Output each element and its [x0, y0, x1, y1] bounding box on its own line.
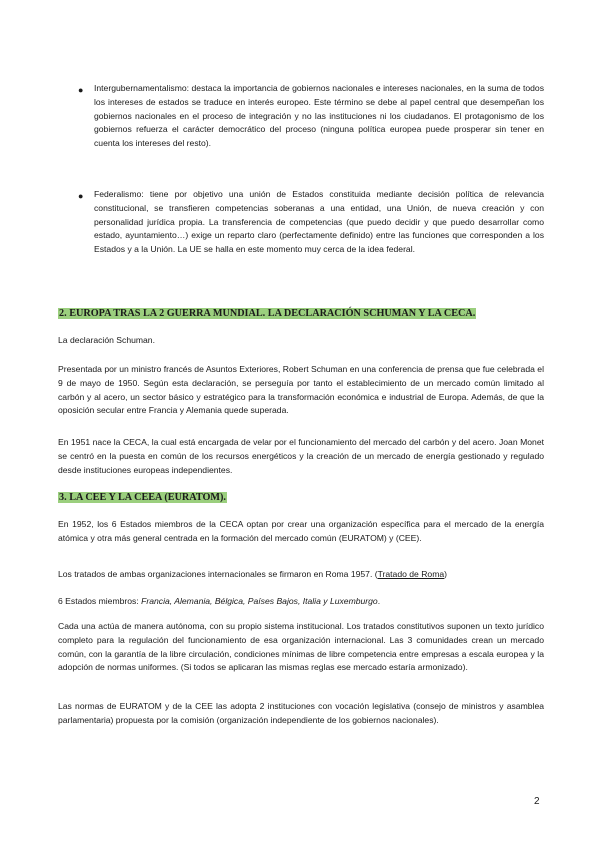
- section-3-heading: 3. LA CEE Y LA CEEA (EURATOM).: [59, 492, 226, 503]
- section-3-paragraph-1: En 1952, los 6 Estados miembros de la CECA optan por crear una organización específica para el mercado de la energía atómica y otra más general centrada en la formación del mercado común (EURATOM) y (CEE).: [58, 519, 544, 543]
- bullet-term: Federalismo:: [94, 189, 144, 199]
- section-3-paragraph-2: Los tratados de ambas organizaciones internacionales se firmaron en Roma 1957. (Tratado de Roma): [58, 569, 448, 579]
- section-2-subtitle: La declaración Schuman.: [58, 335, 155, 345]
- section-3-paragraph-5: Las normas de EURATOM y de la CEE las adopta 2 instituciones con vocación legislativa (consejo de ministros y asamblea parlamentaria) propuesta por la comisión (organización independiente de los gobiernos nacionales).: [58, 701, 544, 725]
- bullet-text: [94, 82, 544, 151]
- bullet-dot-icon: ●: [78, 85, 84, 95]
- section-2-paragraph-1: Presentada por un ministro francés de Asuntos Exteriores, Robert Schuman en una conferencia de prensa que fue celebrada el 9 de mayo de 1950. Según esta declaración, se perseguía por tanto el establecimiento de un mercado común limitado al carbón y al acero, un sector básico y estratégico para la transformación económica e industrial de Europa. Además, de que la oposición secular entre Francia y Alemania quede superada.: [58, 364, 544, 416]
- bullet-body: tiene por objetivo una unión de Estados constituida mediante decisión política de relevancia constitucional, se transfieren competencias soberanas a una entidad, una Unión, de nueva creación y con personalidad jurídica propia. La transferencia de competencias (que puedo decidir y que puedo desarrollar como estado, ayuntamiento…) exige un reparto claro (perfectamente definido) entre las funciones que corresponden a los Estados y a la Unión. La UE se halla en este momento muy cerca de la idea federal.: [94, 189, 544, 255]
- bullet-federalismo: [60, 188, 544, 257]
- tratado-de-roma-link[interactable]: Tratado de Roma: [377, 569, 445, 579]
- member-states-list: Francia, Alemania, Bélgica, Países Bajos, Italia y Luxemburgo: [141, 596, 378, 606]
- bullet-term: Intergubernamentalismo:: [94, 83, 190, 93]
- section-2-paragraph-2: En 1951 nace la CECA, la cual está encargada de velar por el funcionamiento del mercado del carbón y del acero. Joan Monet se centró en la puesta en común de los recursos energéticos y la creación de un mercado de energía gestionado y regulado desde instituciones europeas independientes.: [58, 437, 544, 475]
- bullet-text: [94, 188, 544, 257]
- bullet-body: destaca la importancia de gobiernos nacionales e intereses nacionales, en la suma de todos los intereses de estados se traduce en interés europeo. Este término se debe al papel central que desempeñan los gobiernos nacionales en el proceso de integración y no las instituciones ni los ciudadanos. El protagonismo de los gobiernos refuerza el carácter democrático del proceso (ninguna política europea puede prosperar sin tener en cuenta los intereses del resto).: [94, 83, 544, 149]
- page-number: 2: [534, 796, 540, 807]
- bullet-dot-icon: ●: [78, 191, 84, 201]
- section-3-paragraph-4: Cada una actúa de manera autónoma, con su propio sistema institucional. Los tratados constitutivos suponen un texto jurídico completo para la regulación del funcionamiento de esa organización internacional. Las 3 comunidades crean un mercado común, con la garantía de la libre circulación, condiciones mínimas de libre competencia entre empresas a escala europea y la adopción de normas uniformes. (Si todos se aplicaran las mismas reglas ese mercado estaría armonizado).: [58, 621, 544, 673]
- section-3-paragraph-3: 6 Estados miembros: Francia, Alemania, Bélgica, Países Bajos, Italia y Luxemburgo.: [58, 596, 381, 606]
- bullet-intergubernamentalismo: [60, 82, 544, 151]
- section-2-heading: 2. EUROPA TRAS LA 2 GUERRA MUNDIAL. LA DECLARACIÓN SCHUMAN Y LA CECA.: [59, 308, 476, 319]
